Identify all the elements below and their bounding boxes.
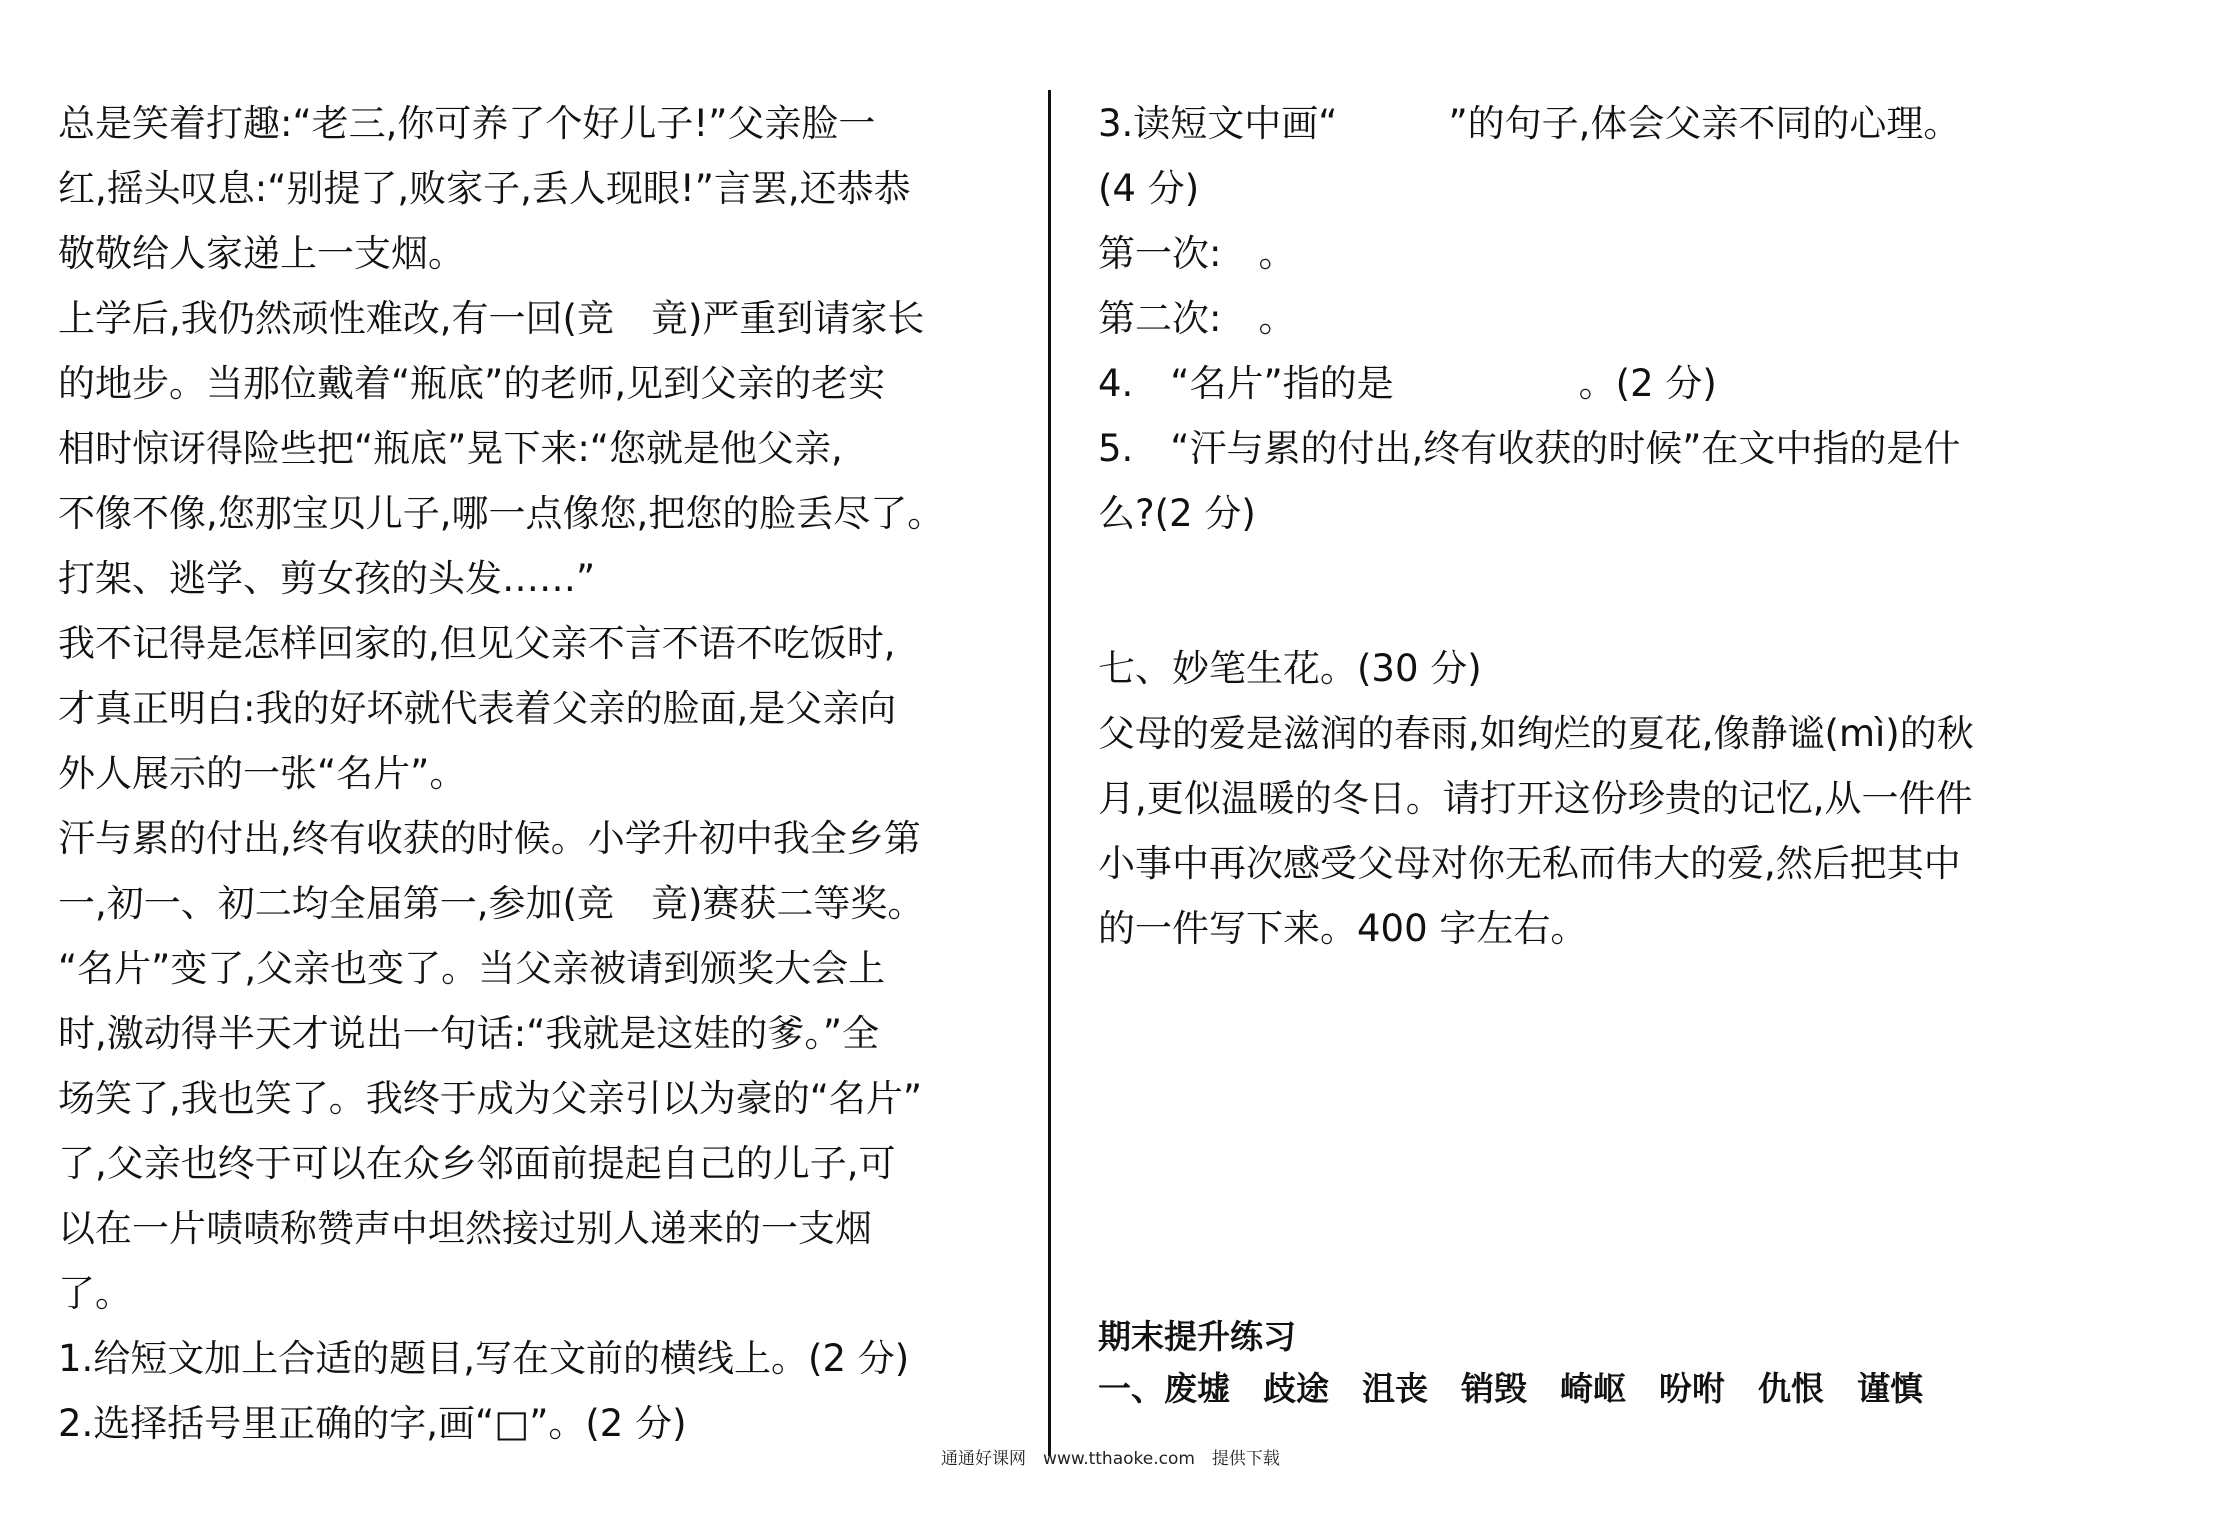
passage-line: 红,摇头叹息:“别提了,败家子,丢人现眼!”言罢,还恭恭	[58, 167, 911, 210]
passage-line: 总是笑着打趣:“老三,你可养了个好儿子!”父亲脸一	[58, 102, 876, 145]
passage-line: 以在一片啧啧称赞声中坦然接过别人递来的一支烟	[58, 1207, 872, 1250]
passage-line: 时,激动得半天才说出一句话:“我就是这娃的爹。”全	[58, 1012, 880, 1055]
passage-line: 了。	[58, 1272, 132, 1315]
passage-line: 一,初一、初二均全届第一,参加(竞 竟)赛获二等奖。	[58, 882, 925, 925]
passage-line: “名片”变了,父亲也变了。当父亲被请到颁奖大会上	[58, 947, 886, 990]
question-5-score: 么?(2 分)	[1098, 492, 1256, 535]
passage-line: 才真正明白:我的好坏就代表着父亲的脸面,是父亲向	[58, 687, 897, 730]
passage-line: 场笑了,我也笑了。我终于成为父亲引以为豪的“名片”	[58, 1077, 923, 1120]
question-5: 5. “汗与累的付出,终有收获的时候”在文中指的是什	[1098, 427, 1961, 470]
answer-second-time: 第二次: 。	[1098, 297, 1296, 340]
writing-prompt-line: 父母的爱是滋润的春雨,如绚烂的夏花,像静谧(mì)的秋	[1098, 712, 1974, 755]
question-1: 1.给短文加上合适的题目,写在文前的横线上。(2 分)	[58, 1337, 910, 1380]
passage-line: 我不记得是怎样回家的,但见父亲不言不语不吃饭时,	[58, 622, 896, 665]
question-3: 3.读短文中画“ ”的句子,体会父亲不同的心理。	[1098, 102, 1961, 145]
passage-line: 了,父亲也终于可以在众乡邻面前提起自己的儿子,可	[58, 1142, 896, 1185]
passage-line: 外人展示的一张“名片”。	[58, 752, 467, 795]
question-3-score: (4 分)	[1098, 167, 1200, 210]
page-footer: 通通好课网 www.tthaoke.com 提供下载	[941, 1449, 1280, 1469]
writing-prompt-line: 小事中再次感受父母对你无私而伟大的爱,然后把其中	[1098, 842, 1961, 885]
passage-line: 不像不像,您那宝贝儿子,哪一点像您,把您的脸丢尽了。	[58, 492, 945, 535]
passage-line: 敬敬给人家递上一支烟。	[58, 232, 465, 275]
writing-prompt-line: 的一件写下来。400 字左右。	[1098, 907, 1588, 950]
passage-line: 汗与累的付出,终有收获的时候。小学升初中我全乡第	[58, 817, 921, 860]
passage-line: 的地步。当那位戴着“瓶底”的老师,见到父亲的老实	[58, 362, 886, 405]
passage-line: 上学后,我仍然顽性难改,有一回(竞 竟)严重到请家长	[58, 297, 925, 340]
column-divider	[1048, 90, 1051, 1456]
passage-line: 打架、逃学、剪女孩的头发……”	[58, 557, 596, 600]
question-4: 4. “名片”指的是 。(2 分)	[1098, 362, 1717, 405]
answer-key-line: 一、废墟 歧途 沮丧 销毁 崎岖 吩咐 仇恨 谨慎	[1098, 1369, 1923, 1408]
question-2: 2.选择括号里正确的字,画“□”。(2 分)	[58, 1402, 687, 1445]
passage-line: 相时惊讶得险些把“瓶底”晃下来:“您就是他父亲,	[58, 427, 843, 470]
answer-first-time: 第一次: 。	[1098, 232, 1296, 275]
answer-key-title: 期末提升练习	[1098, 1317, 1296, 1356]
section-7-title: 七、妙笔生花。(30 分)	[1098, 647, 1482, 690]
writing-prompt-line: 月,更似温暖的冬日。请打开这份珍贵的记忆,从一件件	[1098, 777, 1973, 820]
